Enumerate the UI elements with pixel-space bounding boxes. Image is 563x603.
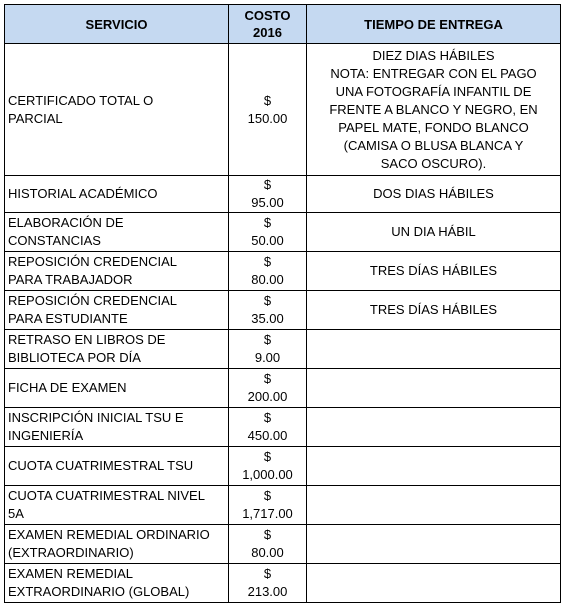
currency-symbol: $ [263, 92, 272, 108]
service-cell [5, 564, 229, 603]
service-cell [5, 525, 229, 564]
cost-cell [229, 176, 307, 213]
cost-cell [229, 369, 307, 408]
delivery-cell [307, 330, 561, 369]
table-row [5, 369, 561, 408]
service-text: CONSTANCIAS [8, 233, 101, 248]
cost-cell [229, 525, 307, 564]
cost-cell [229, 447, 307, 486]
cost-amount: 150.00 [247, 110, 288, 126]
currency-symbol: $ [263, 215, 272, 230]
delivery-text: SACO OSCURO). [380, 155, 487, 171]
service-text: CERTIFICADO TOTAL O [8, 92, 154, 108]
service-text: (EXTRAORDINARIO) [8, 545, 134, 560]
table-row [5, 291, 561, 330]
cost-amount: 80.00 [251, 545, 284, 560]
cost-amount: 1,000.00 [242, 467, 293, 482]
cost-cell [229, 213, 307, 252]
header-cost-line1: COSTO [244, 8, 291, 23]
delivery-text: TRES DÍAS HÁBILES [369, 263, 498, 278]
delivery-text: UNA FOTOGRAFÍA INFANTIL DE [335, 83, 532, 99]
delivery-cell [307, 447, 561, 486]
delivery-text: (CAMISA O BLUSA BLANCA Y [343, 137, 524, 153]
currency-symbol: $ [263, 332, 272, 347]
cost-amount: 35.00 [251, 311, 284, 326]
cost-amount: 200.00 [247, 389, 288, 404]
delivery-text: DOS DIAS HÁBILES [373, 186, 494, 201]
service-text: CUOTA CUATRIMESTRAL NIVEL [8, 488, 205, 503]
cost-amount: 213.00 [247, 584, 288, 599]
table-row [5, 525, 561, 564]
delivery-cell [307, 44, 561, 176]
header-service: SERVICIO [5, 5, 229, 44]
cost-amount: 450.00 [247, 428, 288, 443]
cost-cell [229, 252, 307, 291]
currency-symbol: $ [263, 488, 272, 503]
currency-symbol: $ [263, 527, 272, 542]
delivery-text: NOTA: ENTREGAR CON EL PAGO [330, 65, 537, 81]
service-cell [5, 369, 229, 408]
cost-cell [229, 564, 307, 603]
delivery-cell [307, 486, 561, 525]
service-text: CUOTA CUATRIMESTRAL TSU [8, 458, 194, 473]
service-text: INGENIERÍA [8, 428, 84, 443]
currency-symbol: $ [263, 177, 272, 192]
cost-cell [229, 291, 307, 330]
table-row [5, 44, 561, 176]
cost-amount: 95.00 [251, 195, 284, 210]
service-cell [5, 408, 229, 447]
currency-symbol: $ [263, 293, 272, 308]
cost-cell [229, 408, 307, 447]
service-text: PARA ESTUDIANTE [8, 311, 128, 326]
currency-symbol: $ [263, 371, 272, 386]
delivery-cell [307, 176, 561, 213]
delivery-text: UN DIA HÁBIL [391, 224, 476, 239]
table-row [5, 252, 561, 291]
fees-table [4, 4, 561, 603]
service-cell [5, 213, 229, 252]
cost-cell [229, 330, 307, 369]
header-cost-line2: 2016 [253, 25, 282, 40]
delivery-text: PAPEL MATE, FONDO BLANCO [338, 119, 529, 135]
delivery-text: FRENTE A BLANCO Y NEGRO, EN [329, 101, 538, 117]
service-cell [5, 252, 229, 291]
header-cost [229, 5, 307, 44]
header-delivery: TIEMPO DE ENTREGA [307, 5, 561, 44]
service-text: RETRASO EN LIBROS DE [8, 332, 166, 347]
service-text: BIBLIOTECA POR DÍA [8, 350, 141, 365]
delivery-cell [307, 252, 561, 291]
delivery-cell [307, 291, 561, 330]
service-text: 5A [8, 506, 24, 521]
service-text: FICHA DE EXAMEN [8, 380, 127, 395]
table-row [5, 447, 561, 486]
delivery-cell [307, 408, 561, 447]
delivery-cell [307, 525, 561, 564]
service-text: ELABORACIÓN DE [8, 215, 124, 230]
currency-symbol: $ [263, 449, 272, 464]
service-cell [5, 447, 229, 486]
service-text: EXTRAORDINARIO (GLOBAL) [8, 584, 190, 599]
service-text: REPOSICIÓN CREDENCIAL [8, 254, 178, 269]
delivery-cell [307, 213, 561, 252]
service-cell [5, 330, 229, 369]
service-text: PARCIAL [8, 110, 63, 126]
delivery-text: TRES DÍAS HÁBILES [369, 302, 498, 317]
table-row [5, 408, 561, 447]
service-text: PARA TRABAJADOR [8, 272, 133, 287]
cost-amount: 1,717.00 [242, 506, 293, 521]
cost-amount: 50.00 [251, 233, 284, 248]
currency-symbol: $ [263, 254, 272, 269]
service-text: INSCRIPCIÓN INICIAL TSU E [8, 410, 184, 425]
table-row [5, 486, 561, 525]
service-text: HISTORIAL ACADÉMICO [8, 186, 158, 201]
table-row [5, 176, 561, 213]
service-text: EXAMEN REMEDIAL ORDINARIO [8, 527, 210, 542]
cost-amount: 9.00 [254, 350, 281, 365]
service-text: EXAMEN REMEDIAL [8, 566, 133, 581]
table-row [5, 330, 561, 369]
service-cell [5, 291, 229, 330]
table-row [5, 213, 561, 252]
delivery-cell [307, 564, 561, 603]
currency-symbol: $ [263, 410, 272, 425]
currency-symbol: $ [263, 566, 272, 581]
header-row [5, 5, 561, 44]
cost-amount: 80.00 [251, 272, 284, 287]
delivery-cell [307, 369, 561, 408]
cost-cell [229, 486, 307, 525]
delivery-text: DIEZ DIAS HÁBILES [372, 47, 495, 63]
cost-cell [229, 44, 307, 176]
service-text: REPOSICIÓN CREDENCIAL [8, 293, 178, 308]
table-row [5, 564, 561, 603]
fees-body [5, 44, 561, 603]
service-cell [5, 176, 229, 213]
service-cell [5, 486, 229, 525]
service-cell [5, 44, 229, 176]
